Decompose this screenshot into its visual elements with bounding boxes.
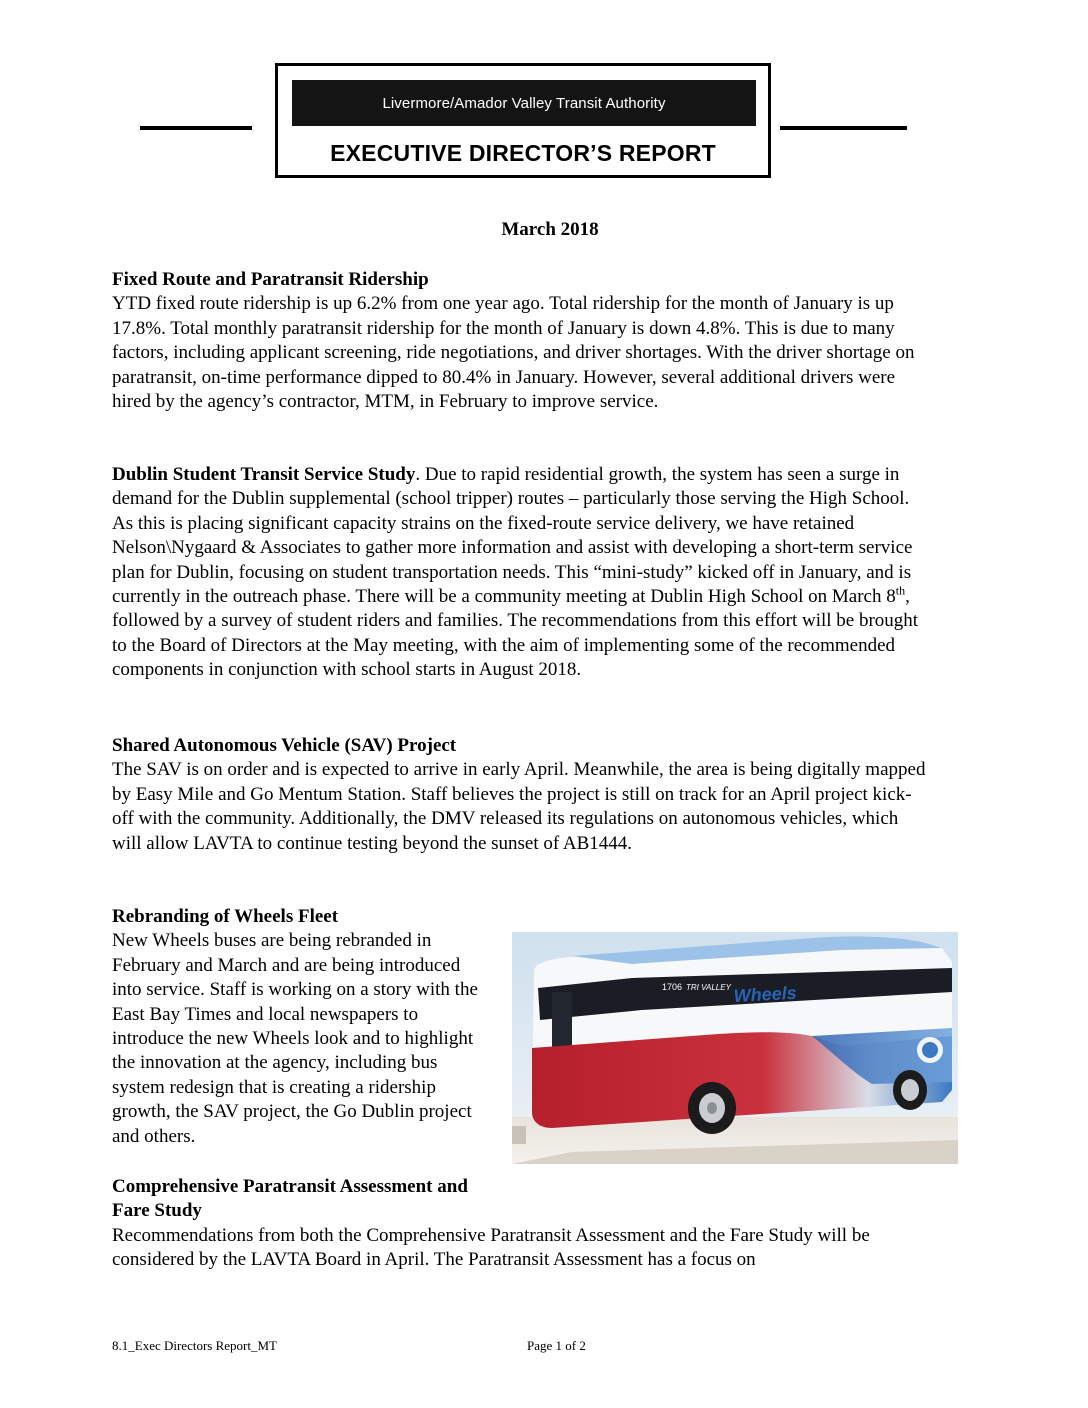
- report-title: EXECUTIVE DIRECTOR’S REPORT: [330, 140, 716, 166]
- section-body: New Wheels buses are being rebranded in February and March and are being introduced into service. Staff is working on a story with the East Bay Times and local newspapers to introduce the new Wheels look and to highlight the innovation at the agency, including bus system redesign that is creating a ridership growth, the SAV project, the Go Dublin project and others.: [112, 930, 478, 1147]
- section-body: . Due to rapid residential growth, the system has seen a surge in demand for the Dublin supplemental (school tripper) routes – particularly those serving the High School. As this is placing significant capacity strains on the fixed-route service delivery, we have retained Nelson\Nygaard & Associates to gather more information and assist with developing a short-term service plan for Dublin, focusing on student transportation needs. This “mini-study” kicked off in January, and is currently in the outreach phase. There will be a community meeting at Dublin High School on March 8: [112, 464, 913, 608]
- bus-photo: [512, 932, 958, 1164]
- section-body: The SAV is on order and is expected to arrive in early April. Meanwhile, the area is being digitally mapped by Easy Mile and Go Mentum Station. Staff believes the project is still on track for an April project kick-off with the community. Additionally, the DMV released its regulations on autonomous vehicles, which will allow LAVTA to continue testing beyond the sunset of AB1444.: [112, 759, 926, 854]
- section-ridership: [112, 268, 932, 414]
- section-heading: Comprehensive Paratransit Assessment and Fare Study: [112, 1176, 468, 1222]
- bus-brand-large: Wheels: [733, 982, 798, 1006]
- section-body: YTD fixed route ridership is up 6.2% from one year ago. Total ridership for the month of January is up 17.8%. Total monthly paratransit ridership for the month of January is down 4.8%. This is due to many factors, including applicant screening, ride negotiations, and driver shortages. With the driver shortage on paratransit, on-time performance dipped to 80.4% in January. However, several additional drivers were hired by the agency’s contractor, MTM, in February to improve service.: [112, 293, 915, 413]
- organization-name: Livermore/Amador Valley Transit Authority: [292, 80, 756, 126]
- section-body-continued: , followed by a survey of student riders and families. The recommendations from this effort will be brought to the Board of Directors at the May meeting, with the aim of implementing some of the recommended components in conjunction with school starts in August 2018.: [112, 586, 919, 681]
- section-rebranding: [112, 905, 482, 1149]
- section-sav-project: [112, 734, 932, 856]
- footer-filename: 8.1_Exec Directors Report_MT: [112, 1338, 277, 1353]
- superscript-text: th: [895, 583, 906, 598]
- report-month: March 2018: [501, 219, 599, 240]
- header-rule-right: [780, 126, 907, 130]
- section-paratransit-assessment: [112, 1175, 932, 1273]
- section-dublin-study: [112, 463, 932, 683]
- report-header: [275, 63, 771, 178]
- footer-page-number: Page 1 of 2: [527, 1338, 586, 1353]
- header-rule-left: [140, 126, 252, 130]
- bus-brand-small: TRI VALLEY: [686, 983, 731, 992]
- section-heading: Shared Autonomous Vehicle (SAV) Project: [112, 735, 457, 756]
- section-heading: Fixed Route and Paratransit Ridership: [112, 269, 429, 290]
- section-body: Recommendations from both the Comprehensive Paratransit Assessment and the Fare Study will be considered by the LAVTA Board in April. The Paratransit Assessment has a focus on: [112, 1224, 870, 1271]
- section-heading: Dublin Student Transit Service Study: [112, 464, 416, 485]
- section-paragraph: [112, 463, 932, 683]
- bus-number: 1706: [662, 982, 683, 992]
- section-heading: Rebranding of Wheels Fleet: [112, 906, 339, 927]
